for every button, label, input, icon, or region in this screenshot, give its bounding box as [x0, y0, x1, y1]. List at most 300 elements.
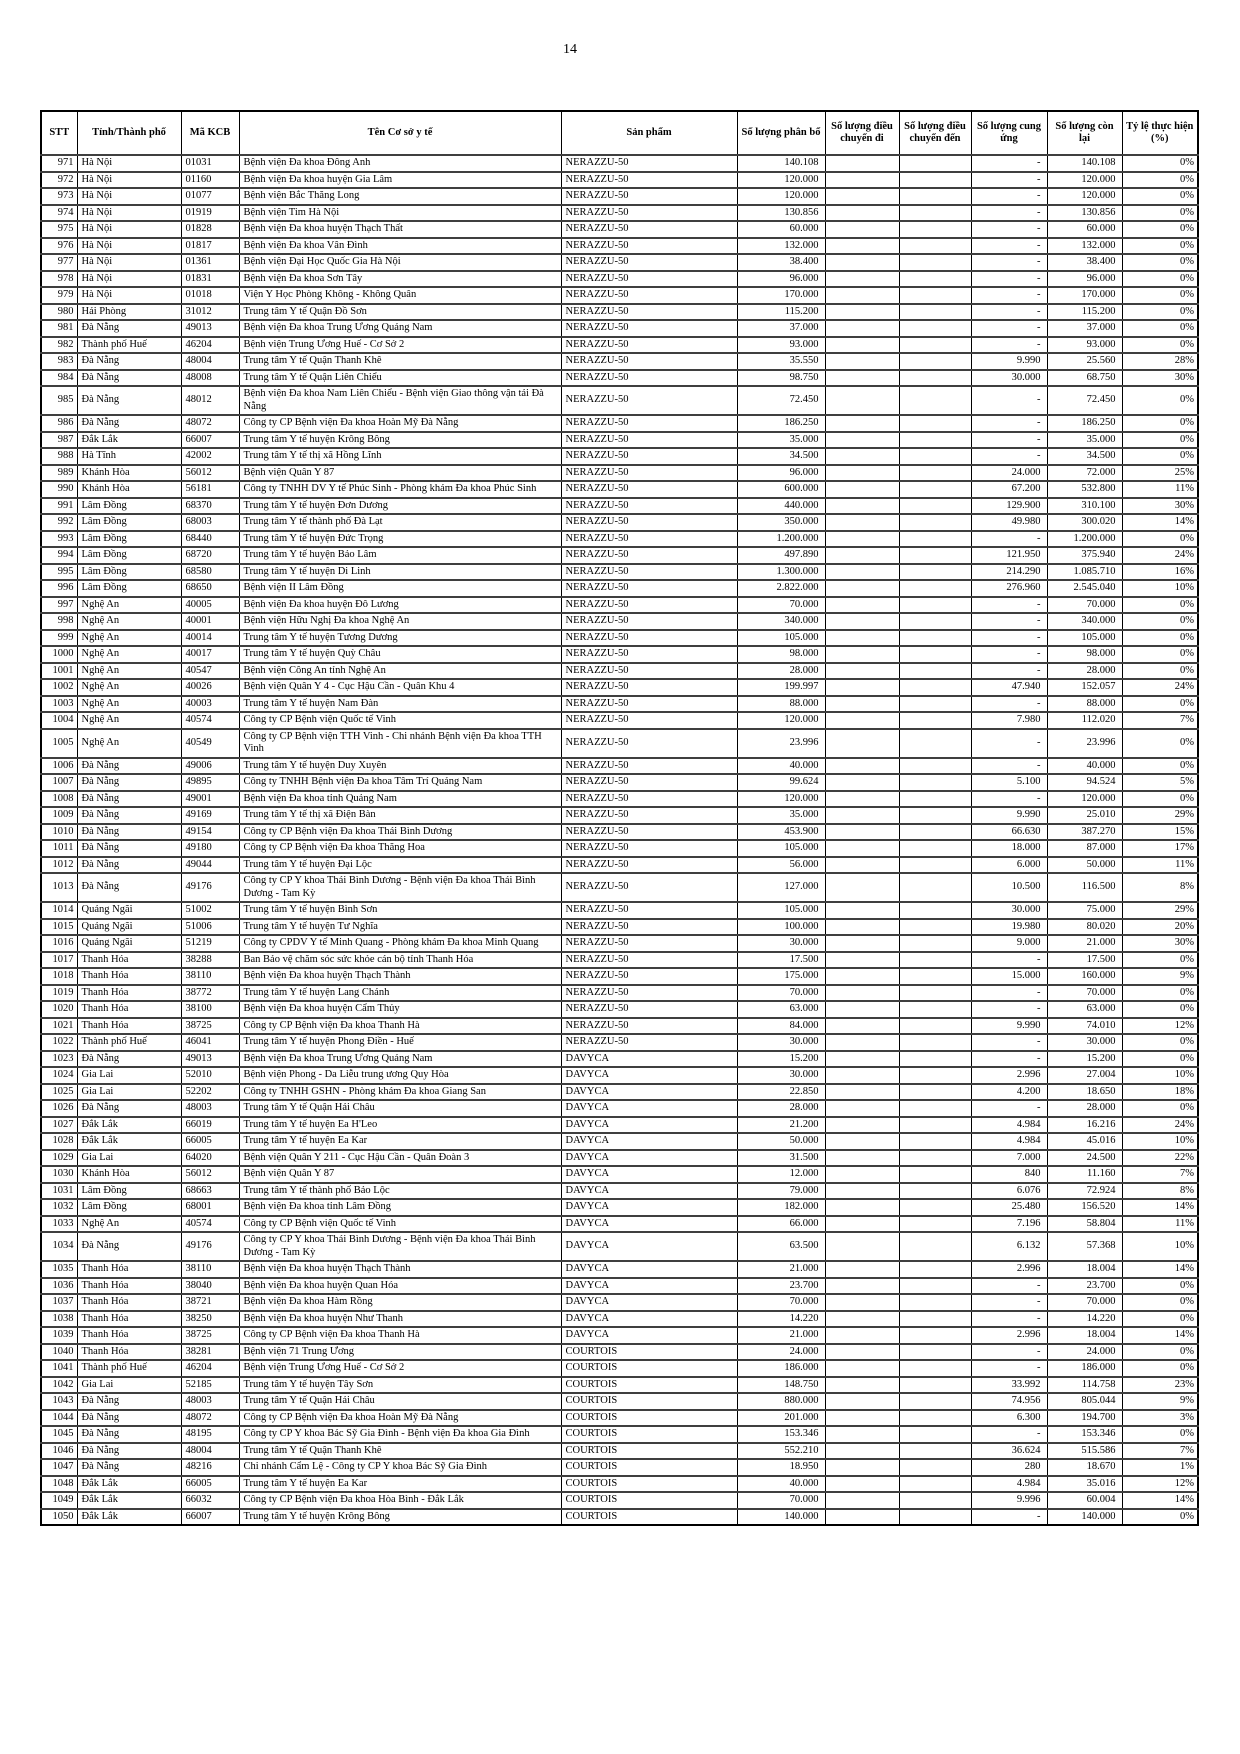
- cell-rate: 18%: [1122, 1084, 1198, 1101]
- cell-rate: 0%: [1122, 1426, 1198, 1443]
- cell-province: Lâm Đồng: [77, 1199, 181, 1216]
- cell-province: Đà Nẵng: [77, 1410, 181, 1427]
- cell-transfer-in: [899, 1443, 971, 1460]
- cell-product: NERAZZU-50: [561, 580, 737, 597]
- cell-code: 66005: [181, 1476, 239, 1493]
- table-row: [41, 857, 1198, 874]
- cell-stt: 1017: [41, 952, 77, 969]
- cell-remaining: 2.545.040: [1047, 580, 1122, 597]
- cell-allocated: 140.000: [737, 1509, 825, 1526]
- cell-province: Đà Nẵng: [77, 320, 181, 337]
- cell-stt: 1018: [41, 968, 77, 985]
- cell-transfer-in: [899, 1393, 971, 1410]
- cell-remaining: 17.500: [1047, 952, 1122, 969]
- cell-allocated: 28.000: [737, 1100, 825, 1117]
- table-row: [41, 254, 1198, 271]
- cell-facility: Bệnh viện Đa khoa Đông Anh: [239, 155, 561, 172]
- cell-transfer-out: [825, 952, 899, 969]
- cell-transfer-in: [899, 1150, 971, 1167]
- cell-stt: 996: [41, 580, 77, 597]
- cell-remaining: 80.020: [1047, 919, 1122, 936]
- cell-transfer-out: [825, 304, 899, 321]
- cell-supplied: 2.996: [971, 1067, 1047, 1084]
- cell-stt: 1044: [41, 1410, 77, 1427]
- cell-remaining: 194.700: [1047, 1410, 1122, 1427]
- cell-facility: Trung tâm Y tế thị xã Hồng Lĩnh: [239, 448, 561, 465]
- cell-stt: 1021: [41, 1018, 77, 1035]
- cell-rate: 1%: [1122, 1459, 1198, 1476]
- cell-rate: 0%: [1122, 1509, 1198, 1526]
- cell-province: Đà Nẵng: [77, 353, 181, 370]
- cell-province: Thanh Hóa: [77, 1311, 181, 1328]
- cell-remaining: 1.085.710: [1047, 564, 1122, 581]
- cell-allocated: 100.000: [737, 919, 825, 936]
- cell-remaining: 160.000: [1047, 968, 1122, 985]
- table-row: [41, 1327, 1198, 1344]
- cell-code: 40001: [181, 613, 239, 630]
- table-row: [41, 1199, 1198, 1216]
- cell-transfer-out: [825, 580, 899, 597]
- cell-remaining: 112.020: [1047, 712, 1122, 729]
- cell-facility: Bệnh viện Quân Y 87: [239, 1166, 561, 1183]
- cell-stt: 1029: [41, 1150, 77, 1167]
- cell-remaining: 11.160: [1047, 1166, 1122, 1183]
- cell-stt: 972: [41, 172, 77, 189]
- cell-supplied: -: [971, 985, 1047, 1002]
- cell-product: DAVYCA: [561, 1278, 737, 1295]
- cell-product: NERAZZU-50: [561, 791, 737, 808]
- cell-remaining: 805.044: [1047, 1393, 1122, 1410]
- cell-code: 52202: [181, 1084, 239, 1101]
- cell-province: Đà Nẵng: [77, 1393, 181, 1410]
- cell-facility: Trung tâm Y tế huyện Phong Điền - Huế: [239, 1034, 561, 1051]
- cell-code: 01160: [181, 172, 239, 189]
- cell-allocated: 72.450: [737, 386, 825, 415]
- cell-remaining: 70.000: [1047, 597, 1122, 614]
- cell-transfer-in: [899, 271, 971, 288]
- cell-facility: Bệnh viện Đa khoa Trung Ương Quảng Nam: [239, 1051, 561, 1068]
- cell-code: 56181: [181, 481, 239, 498]
- cell-transfer-out: [825, 696, 899, 713]
- cell-remaining: 18.004: [1047, 1327, 1122, 1344]
- cell-facility: Công ty CP Bệnh viện Quốc tế Vinh: [239, 1216, 561, 1233]
- cell-facility: Trung tâm Y tế huyện Đức Trọng: [239, 531, 561, 548]
- cell-facility: Trung tâm Y tế huyện Krông Bông: [239, 432, 561, 449]
- cell-transfer-out: [825, 1509, 899, 1526]
- cell-code: 01361: [181, 254, 239, 271]
- cell-province: Khánh Hòa: [77, 1166, 181, 1183]
- cell-province: Hà Nội: [77, 155, 181, 172]
- cell-remaining: 72.924: [1047, 1183, 1122, 1200]
- cell-stt: 991: [41, 498, 77, 515]
- cell-facility: Trung tâm Y tế huyện Tương Dương: [239, 630, 561, 647]
- cell-allocated: 186.250: [737, 415, 825, 432]
- cell-product: NERAZZU-50: [561, 465, 737, 482]
- cell-rate: 0%: [1122, 155, 1198, 172]
- cell-province: Khánh Hòa: [77, 481, 181, 498]
- table-row: [41, 172, 1198, 189]
- cell-transfer-out: [825, 1426, 899, 1443]
- cell-allocated: 17.500: [737, 952, 825, 969]
- cell-allocated: 88.000: [737, 696, 825, 713]
- cell-stt: 1048: [41, 1476, 77, 1493]
- cell-remaining: 70.000: [1047, 1294, 1122, 1311]
- column-header-allocated: Số lượng phân bổ: [737, 111, 825, 155]
- cell-code: 68650: [181, 580, 239, 597]
- cell-transfer-in: [899, 531, 971, 548]
- cell-product: COURTOIS: [561, 1459, 737, 1476]
- cell-product: COURTOIS: [561, 1492, 737, 1509]
- cell-remaining: 130.856: [1047, 205, 1122, 222]
- cell-facility: Công ty CP Y khoa Bác Sỹ Gia Đình - Bệnh viện Đa khoa Gia Đình: [239, 1426, 561, 1443]
- cell-code: 38288: [181, 952, 239, 969]
- cell-transfer-in: [899, 729, 971, 758]
- cell-product: COURTOIS: [561, 1509, 737, 1526]
- cell-product: NERAZZU-50: [561, 205, 737, 222]
- cell-province: Đà Nẵng: [77, 370, 181, 387]
- cell-remaining: 532.800: [1047, 481, 1122, 498]
- cell-province: Hà Nội: [77, 271, 181, 288]
- cell-supplied: 9.990: [971, 353, 1047, 370]
- cell-supplied: 4.200: [971, 1084, 1047, 1101]
- cell-stt: 1007: [41, 774, 77, 791]
- table-row: [41, 597, 1198, 614]
- cell-product: NERAZZU-50: [561, 935, 737, 952]
- cell-facility: Bệnh viện Đa khoa Hàm Rồng: [239, 1294, 561, 1311]
- cell-product: DAVYCA: [561, 1199, 737, 1216]
- cell-code: 01828: [181, 221, 239, 238]
- cell-facility: Bệnh viện Đa khoa Vân Đình: [239, 238, 561, 255]
- cell-remaining: 340.000: [1047, 613, 1122, 630]
- cell-product: NERAZZU-50: [561, 679, 737, 696]
- cell-stt: 1009: [41, 807, 77, 824]
- cell-facility: Bệnh viện Đa khoa huyện Quan Hóa: [239, 1278, 561, 1295]
- cell-product: DAVYCA: [561, 1261, 737, 1278]
- cell-code: 64020: [181, 1150, 239, 1167]
- cell-transfer-out: [825, 1051, 899, 1068]
- cell-product: COURTOIS: [561, 1426, 737, 1443]
- cell-transfer-in: [899, 679, 971, 696]
- cell-allocated: 552.210: [737, 1443, 825, 1460]
- column-header-rate: Tỷ lệ thực hiện (%): [1122, 111, 1198, 155]
- cell-transfer-in: [899, 1183, 971, 1200]
- cell-transfer-in: [899, 696, 971, 713]
- cell-remaining: 75.000: [1047, 902, 1122, 919]
- cell-stt: 980: [41, 304, 77, 321]
- cell-transfer-in: [899, 613, 971, 630]
- cell-stt: 1013: [41, 873, 77, 902]
- cell-province: Nghệ An: [77, 712, 181, 729]
- cell-transfer-out: [825, 1294, 899, 1311]
- cell-transfer-out: [825, 840, 899, 857]
- table-row: [41, 824, 1198, 841]
- cell-allocated: 140.108: [737, 155, 825, 172]
- cell-allocated: 497.890: [737, 547, 825, 564]
- cell-transfer-in: [899, 172, 971, 189]
- cell-transfer-in: [899, 758, 971, 775]
- cell-code: 01919: [181, 205, 239, 222]
- cell-allocated: 120.000: [737, 791, 825, 808]
- cell-supplied: -: [971, 188, 1047, 205]
- cell-transfer-out: [825, 1278, 899, 1295]
- cell-province: Thanh Hóa: [77, 1018, 181, 1035]
- table-row: [41, 1216, 1198, 1233]
- cell-province: Lâm Đồng: [77, 498, 181, 515]
- cell-allocated: 93.000: [737, 337, 825, 354]
- cell-stt: 1002: [41, 679, 77, 696]
- cell-transfer-in: [899, 630, 971, 647]
- cell-facility: Công ty CP Bệnh viện Đa khoa Hoàn Mỹ Đà Nẵng: [239, 415, 561, 432]
- table-row: [41, 1232, 1198, 1261]
- cell-supplied: -: [971, 1001, 1047, 1018]
- cell-transfer-in: [899, 1278, 971, 1295]
- cell-transfer-out: [825, 1344, 899, 1361]
- cell-stt: 997: [41, 597, 77, 614]
- cell-product: COURTOIS: [561, 1476, 737, 1493]
- cell-transfer-out: [825, 432, 899, 449]
- cell-remaining: 116.500: [1047, 873, 1122, 902]
- cell-stt: 1003: [41, 696, 77, 713]
- cell-code: 51006: [181, 919, 239, 936]
- cell-transfer-out: [825, 415, 899, 432]
- cell-supplied: 67.200: [971, 481, 1047, 498]
- cell-remaining: 63.000: [1047, 1001, 1122, 1018]
- table-row: [41, 547, 1198, 564]
- cell-facility: Công ty CP Bệnh viện Đa khoa Thanh Hà: [239, 1327, 561, 1344]
- cell-transfer-in: [899, 985, 971, 1002]
- cell-rate: 23%: [1122, 1377, 1198, 1394]
- cell-supplied: -: [971, 696, 1047, 713]
- cell-rate: 0%: [1122, 432, 1198, 449]
- table-row: [41, 1443, 1198, 1460]
- cell-rate: 0%: [1122, 415, 1198, 432]
- table-row: [41, 630, 1198, 647]
- cell-code: 38281: [181, 1344, 239, 1361]
- table-row: [41, 1459, 1198, 1476]
- cell-province: Gia Lai: [77, 1084, 181, 1101]
- cell-code: 66007: [181, 432, 239, 449]
- cell-stt: 993: [41, 531, 77, 548]
- cell-remaining: 30.000: [1047, 1034, 1122, 1051]
- table-row: [41, 1100, 1198, 1117]
- cell-rate: 15%: [1122, 824, 1198, 841]
- cell-transfer-in: [899, 1084, 971, 1101]
- table-row: [41, 238, 1198, 255]
- cell-facility: Chi nhánh Cẩm Lệ - Công ty CP Y khoa Bác Sỹ Gia Đình: [239, 1459, 561, 1476]
- cell-transfer-out: [825, 1166, 899, 1183]
- cell-province: Hà Tĩnh: [77, 448, 181, 465]
- cell-facility: Bệnh viện Đa khoa Nam Liên Chiểu - Bệnh viện Giao thông vận tải Đà Nẵng: [239, 386, 561, 415]
- cell-supplied: -: [971, 1509, 1047, 1526]
- cell-province: Đắk Lắk: [77, 1476, 181, 1493]
- table-row: [41, 1410, 1198, 1427]
- cell-code: 40549: [181, 729, 239, 758]
- cell-facility: Bệnh viện II Lâm Đồng: [239, 580, 561, 597]
- table-row: [41, 1034, 1198, 1051]
- cell-facility: Trung tâm Y tế huyện Bình Sơn: [239, 902, 561, 919]
- cell-rate: 8%: [1122, 873, 1198, 902]
- cell-product: NERAZZU-50: [561, 254, 737, 271]
- cell-facility: Bệnh viện Đa khoa huyện Thạch Thất: [239, 221, 561, 238]
- cell-stt: 1040: [41, 1344, 77, 1361]
- cell-allocated: 130.856: [737, 205, 825, 222]
- cell-code: 38100: [181, 1001, 239, 1018]
- cell-rate: 10%: [1122, 1133, 1198, 1150]
- table-row: [41, 1150, 1198, 1167]
- cell-transfer-in: [899, 1100, 971, 1117]
- table-row: [41, 985, 1198, 1002]
- cell-remaining: 40.000: [1047, 758, 1122, 775]
- cell-stt: 999: [41, 630, 77, 647]
- cell-province: Hà Nội: [77, 172, 181, 189]
- cell-code: 38721: [181, 1294, 239, 1311]
- cell-rate: 25%: [1122, 465, 1198, 482]
- table-row: [41, 729, 1198, 758]
- cell-transfer-in: [899, 597, 971, 614]
- cell-facility: Trung tâm Y tế huyện Tư Nghĩa: [239, 919, 561, 936]
- cell-province: Thanh Hóa: [77, 1261, 181, 1278]
- cell-facility: Trung tâm Y tế Quận Thanh Khê: [239, 1443, 561, 1460]
- cell-facility: Công ty CP Bệnh viện Đa khoa Thái Bình Dương: [239, 824, 561, 841]
- cell-transfer-in: [899, 386, 971, 415]
- cell-transfer-out: [825, 1001, 899, 1018]
- cell-code: 38725: [181, 1018, 239, 1035]
- cell-code: 40014: [181, 630, 239, 647]
- cell-product: NERAZZU-50: [561, 531, 737, 548]
- cell-allocated: 880.000: [737, 1393, 825, 1410]
- cell-facility: Trung tâm Y tế huyện Bảo Lâm: [239, 547, 561, 564]
- cell-product: NERAZZU-50: [561, 498, 737, 515]
- cell-province: Đắk Lắk: [77, 1133, 181, 1150]
- cell-province: Hà Nội: [77, 205, 181, 222]
- cell-allocated: 37.000: [737, 320, 825, 337]
- cell-transfer-out: [825, 774, 899, 791]
- cell-facility: Trung tâm Y tế huyện Nam Đàn: [239, 696, 561, 713]
- cell-supplied: 5.100: [971, 774, 1047, 791]
- cell-allocated: 34.500: [737, 448, 825, 465]
- cell-facility: Bệnh viện Trung Ương Huế - Cơ Sở 2: [239, 1360, 561, 1377]
- cell-facility: Trung tâm Y tế thị xã Điện Bàn: [239, 807, 561, 824]
- cell-remaining: 120.000: [1047, 172, 1122, 189]
- cell-transfer-in: [899, 1261, 971, 1278]
- cell-facility: Công ty TNHH DV Y tế Phúc Sinh - Phòng khám Đa khoa Phúc Sinh: [239, 481, 561, 498]
- cell-transfer-in: [899, 1377, 971, 1394]
- cell-code: 49006: [181, 758, 239, 775]
- cell-transfer-out: [825, 564, 899, 581]
- cell-rate: 7%: [1122, 712, 1198, 729]
- cell-province: Đà Nẵng: [77, 1426, 181, 1443]
- cell-code: 40003: [181, 696, 239, 713]
- cell-transfer-out: [825, 531, 899, 548]
- cell-province: Nghệ An: [77, 613, 181, 630]
- cell-rate: 30%: [1122, 370, 1198, 387]
- cell-stt: 1026: [41, 1100, 77, 1117]
- cell-code: 46041: [181, 1034, 239, 1051]
- cell-transfer-in: [899, 646, 971, 663]
- cell-product: NERAZZU-50: [561, 968, 737, 985]
- cell-rate: 0%: [1122, 1100, 1198, 1117]
- cell-code: 01031: [181, 155, 239, 172]
- cell-province: Đắk Lắk: [77, 1509, 181, 1526]
- cell-supplied: 36.624: [971, 1443, 1047, 1460]
- cell-code: 48004: [181, 1443, 239, 1460]
- cell-code: 40026: [181, 679, 239, 696]
- cell-province: Hà Nội: [77, 238, 181, 255]
- cell-allocated: 30.000: [737, 935, 825, 952]
- cell-stt: 1015: [41, 919, 77, 936]
- cell-supplied: -: [971, 320, 1047, 337]
- cell-transfer-in: [899, 320, 971, 337]
- cell-remaining: 58.804: [1047, 1216, 1122, 1233]
- cell-province: Quảng Ngãi: [77, 935, 181, 952]
- cell-facility: Ban Bảo vệ chăm sóc sức khỏe cán bộ tỉnh Thanh Hóa: [239, 952, 561, 969]
- cell-code: 66019: [181, 1117, 239, 1134]
- cell-transfer-in: [899, 205, 971, 222]
- cell-stt: 1043: [41, 1393, 77, 1410]
- cell-transfer-out: [825, 824, 899, 841]
- cell-stt: 1031: [41, 1183, 77, 1200]
- cell-remaining: 28.000: [1047, 1100, 1122, 1117]
- cell-remaining: 120.000: [1047, 188, 1122, 205]
- cell-supplied: 30.000: [971, 902, 1047, 919]
- cell-rate: 0%: [1122, 386, 1198, 415]
- cell-product: NERAZZU-50: [561, 1034, 737, 1051]
- cell-supplied: 214.290: [971, 564, 1047, 581]
- cell-transfer-out: [825, 791, 899, 808]
- cell-product: DAVYCA: [561, 1294, 737, 1311]
- cell-allocated: 21.200: [737, 1117, 825, 1134]
- cell-facility: Trung tâm Y tế huyện Tây Sơn: [239, 1377, 561, 1394]
- cell-allocated: 440.000: [737, 498, 825, 515]
- cell-code: 48216: [181, 1459, 239, 1476]
- cell-supplied: 4.984: [971, 1476, 1047, 1493]
- cell-stt: 998: [41, 613, 77, 630]
- cell-product: NERAZZU-50: [561, 840, 737, 857]
- cell-province: Đà Nẵng: [77, 1051, 181, 1068]
- cell-transfer-in: [899, 1344, 971, 1361]
- cell-facility: Bệnh viện Đa khoa huyện Cẩm Thủy: [239, 1001, 561, 1018]
- cell-rate: 9%: [1122, 1393, 1198, 1410]
- cell-transfer-in: [899, 1327, 971, 1344]
- cell-facility: Công ty TNHH GSHN - Phòng khám Đa khoa Giang San: [239, 1084, 561, 1101]
- table-body: [41, 155, 1198, 1525]
- cell-supplied: -: [971, 791, 1047, 808]
- cell-product: COURTOIS: [561, 1443, 737, 1460]
- cell-transfer-out: [825, 1084, 899, 1101]
- cell-transfer-in: [899, 465, 971, 482]
- cell-facility: Bệnh viện Tim Hà Nội: [239, 205, 561, 222]
- cell-facility: Bệnh viện Bắc Thăng Long: [239, 188, 561, 205]
- cell-product: NERAZZU-50: [561, 597, 737, 614]
- cell-code: 40574: [181, 712, 239, 729]
- cell-allocated: 105.000: [737, 840, 825, 857]
- cell-supplied: 30.000: [971, 370, 1047, 387]
- cell-facility: Bệnh viện Đa khoa huyện Thạch Thành: [239, 1261, 561, 1278]
- cell-transfer-out: [825, 1216, 899, 1233]
- table-row: [41, 1001, 1198, 1018]
- cell-code: 66007: [181, 1509, 239, 1526]
- cell-product: NERAZZU-50: [561, 287, 737, 304]
- cell-remaining: 72.450: [1047, 386, 1122, 415]
- cell-province: Thành phố Huế: [77, 1360, 181, 1377]
- cell-supplied: -: [971, 1034, 1047, 1051]
- cell-stt: 990: [41, 481, 77, 498]
- table-row: [41, 663, 1198, 680]
- cell-province: Đà Nẵng: [77, 1459, 181, 1476]
- cell-transfer-in: [899, 353, 971, 370]
- cell-stt: 1027: [41, 1117, 77, 1134]
- cell-product: DAVYCA: [561, 1327, 737, 1344]
